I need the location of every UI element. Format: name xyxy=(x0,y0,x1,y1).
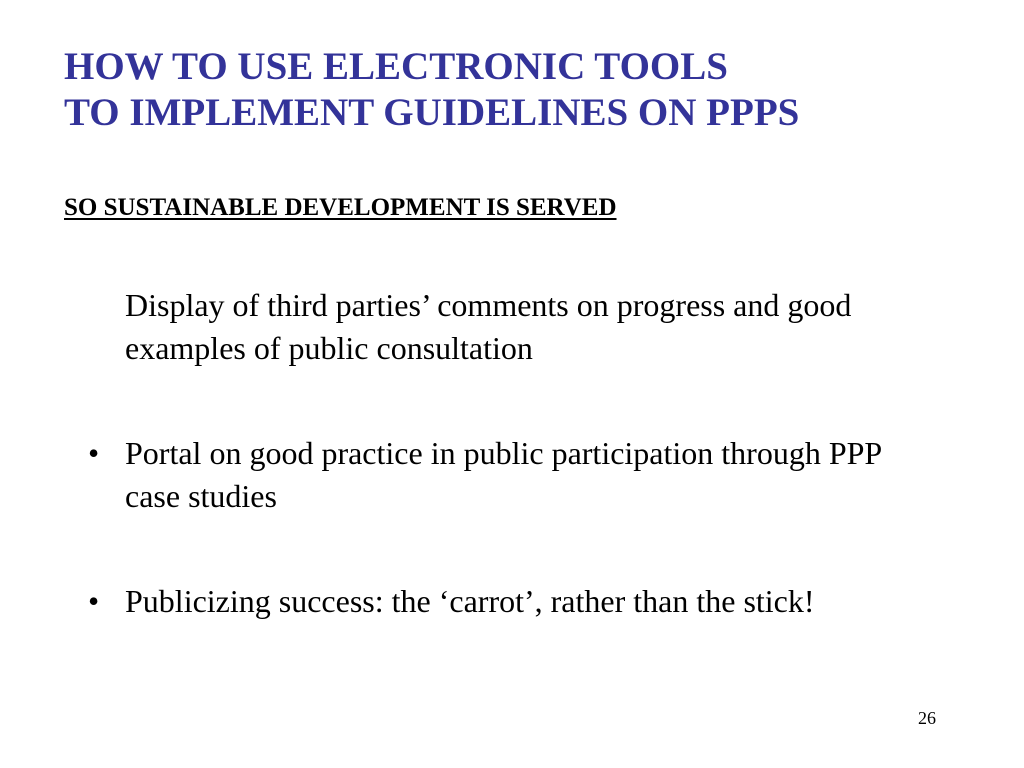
slide-title-line-1: HOW TO USE ELECTRONIC TOOLS xyxy=(64,45,728,88)
list-item xyxy=(88,580,928,623)
slide-title-line-2: TO IMPLEMENT GUIDELINES ON PPPS xyxy=(64,91,800,134)
list-item-text: Publicizing success: the ‘carrot’, rather than the stick! xyxy=(125,583,815,619)
slide-title xyxy=(64,44,799,136)
bullet-marker: • xyxy=(88,583,100,619)
bullet-list xyxy=(88,284,928,685)
page-number: 26 xyxy=(918,708,936,728)
bullet-marker: • xyxy=(88,435,100,471)
list-item xyxy=(88,432,928,518)
list-item xyxy=(88,284,928,370)
list-item-text: Display of third parties’ comments on progress and good examples of public consultation xyxy=(125,287,852,366)
slide-subtitle: SO SUSTAINABLE DEVELOPMENT IS SERVED xyxy=(64,194,617,221)
list-item-text: Portal on good practice in public participation through PPP case studies xyxy=(125,435,882,514)
